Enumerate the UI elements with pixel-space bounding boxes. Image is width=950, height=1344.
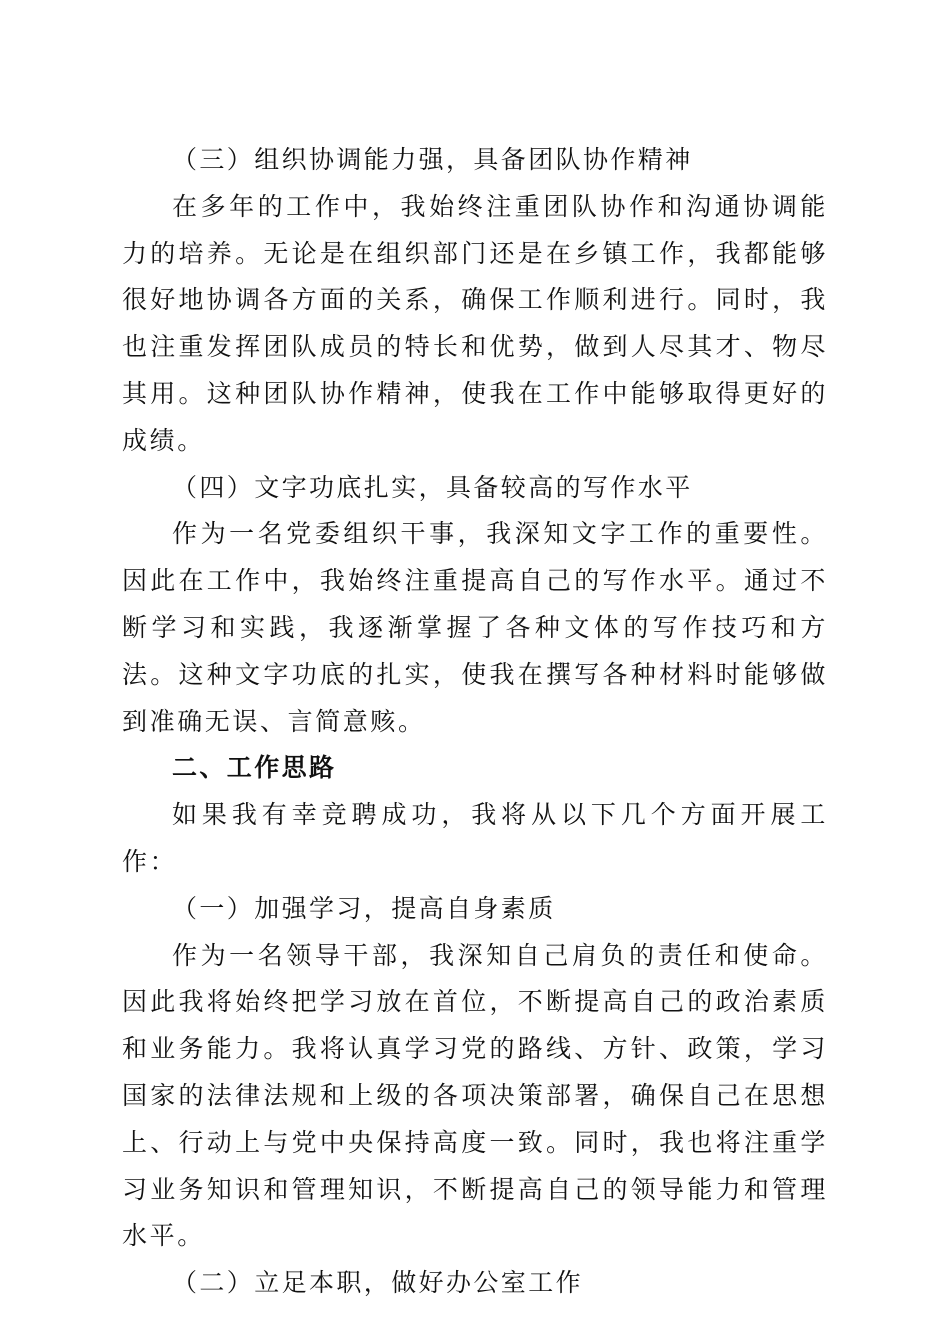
document-body (122, 137, 828, 1307)
subheading-writing: （四）文字功底扎实，具备较高的写作水平 (172, 472, 693, 502)
section-heading-work-plan: 二、工作思路 (172, 753, 337, 783)
paragraph-writing: 作为一名党委组织干事，我深知文字工作的重要性。因此在工作中，我始终注重提高自己的写作水平。通过不断学习和实践，我逐渐掌握了各种文体的写作技巧和方法。这种文字功底的扎实，使我在撰写各种材料时能够做到准确无误、言简意赅。 (122, 519, 828, 736)
subheading-study: （一）加强学习，提高自身素质 (172, 893, 556, 923)
paragraph-study: 作为一名领导干部，我深知自己肩负的责任和使命。因此我将始终把学习放在首位，不断提高自己的政治素质和业务能力。我将认真学习党的路线、方针、政策，学习国家的法律法规和上级的各项决策部署，确保自己在思想上、行动上与党中央保持高度一致。同时，我也将注重学习业务知识和管理知识，不断提高自己的领导能力和管理水平。 (122, 940, 828, 1251)
paragraph-work-plan-intro: 如果我有幸竞聘成功，我将从以下几个方面开展工作： (122, 800, 828, 876)
subheading-teamwork: （三）组织协调能力强，具备团队协作精神 (172, 145, 693, 174)
paragraph-teamwork: 在多年的工作中，我始终注重团队协作和沟通协调能力的培养。无论是在组织部门还是在乡镇工作，我都能够很好地协调各方面的关系，确保工作顺利进行。同时，我也注重发挥团队成员的特长和优势，做到人尽其才、物尽其用。这种团队协作精神，使我在工作中能够取得更好的成绩。 (122, 191, 828, 455)
subheading-office-work: （二）立足本职，做好办公室工作 (172, 1268, 584, 1298)
